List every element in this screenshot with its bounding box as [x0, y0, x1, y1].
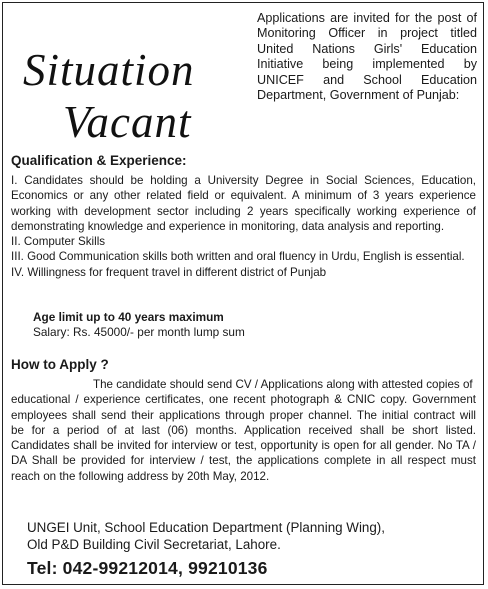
apply-line: educational / experience certificates, one recent photograph & CNIC copy. Government [11, 393, 476, 407]
intro-line: Applications are invited for the post of [257, 11, 477, 25]
apply-line: DA Shall be provided for interview / test, the applications complete in all respect must [11, 454, 476, 468]
logo-situation: Situation [23, 45, 195, 95]
how-to-apply-heading: How to Apply ? [11, 357, 109, 372]
qualification-line: demonstrating knowledge and experience in monitoring, data analysis and reporting. [11, 219, 445, 233]
intro-line: Initiative being implemented by [257, 57, 477, 72]
address-line: UNGEI Unit, School Education Department (Planning Wing), [27, 520, 385, 535]
advertisement [2, 2, 484, 585]
intro-paragraph [257, 11, 477, 103]
qualification-heading: Qualification & Experience: [11, 153, 187, 168]
intro-line: Department, Government of Punjab: [257, 88, 460, 103]
qualification-list [11, 173, 476, 280]
age-limit: Age limit up to 40 years maximum [33, 310, 224, 324]
qualification-line: I. Candidates should be holding a University Degree in Social Sciences, Education, [11, 174, 476, 187]
address-line: Old P&D Building Civil Secretariat, Lahore. [27, 537, 281, 552]
qualification-line: II. Computer Skills [11, 235, 106, 249]
address-block [27, 519, 385, 553]
apply-line: reach on the following address by 20th May, 2012. [11, 469, 270, 483]
qualification-line: IV. Willingness for frequent travel in different district of Punjab [11, 265, 327, 279]
salary: Salary: Rs. 45000/- per month lump sum [33, 325, 245, 339]
logo-vacant: Vacant [63, 97, 192, 147]
apply-line: employees shall send their applications through proper channel. The initial contract will [11, 408, 476, 422]
telephone: Tel: 042-99212014, 99210136 [27, 558, 268, 578]
qualification-line: Economics or any other related field or equivalent. A minimum of 3 years experience [11, 189, 476, 203]
qualification-line: working with development sector including 2 years specifically working experience of [11, 204, 476, 218]
intro-line: Monitoring Officer in project titled [257, 26, 477, 41]
how-to-apply-text [11, 377, 476, 484]
qualification-line: III. Good Communication skills both written and oral fluency in Urdu, English is essential. [11, 250, 465, 264]
apply-line: The candidate should send CV / Applications along with attested copies of [93, 378, 473, 391]
intro-line: UNICEF and School Education [257, 72, 477, 87]
apply-line: Candidates shall be invited for interview or test, opportunity is open for all gender. No TA / [11, 439, 476, 453]
intro-line: United Nations Girls' Education [257, 41, 477, 56]
apply-line: be for a period of at last (06) months. Application received shall be short listed. [11, 423, 476, 437]
